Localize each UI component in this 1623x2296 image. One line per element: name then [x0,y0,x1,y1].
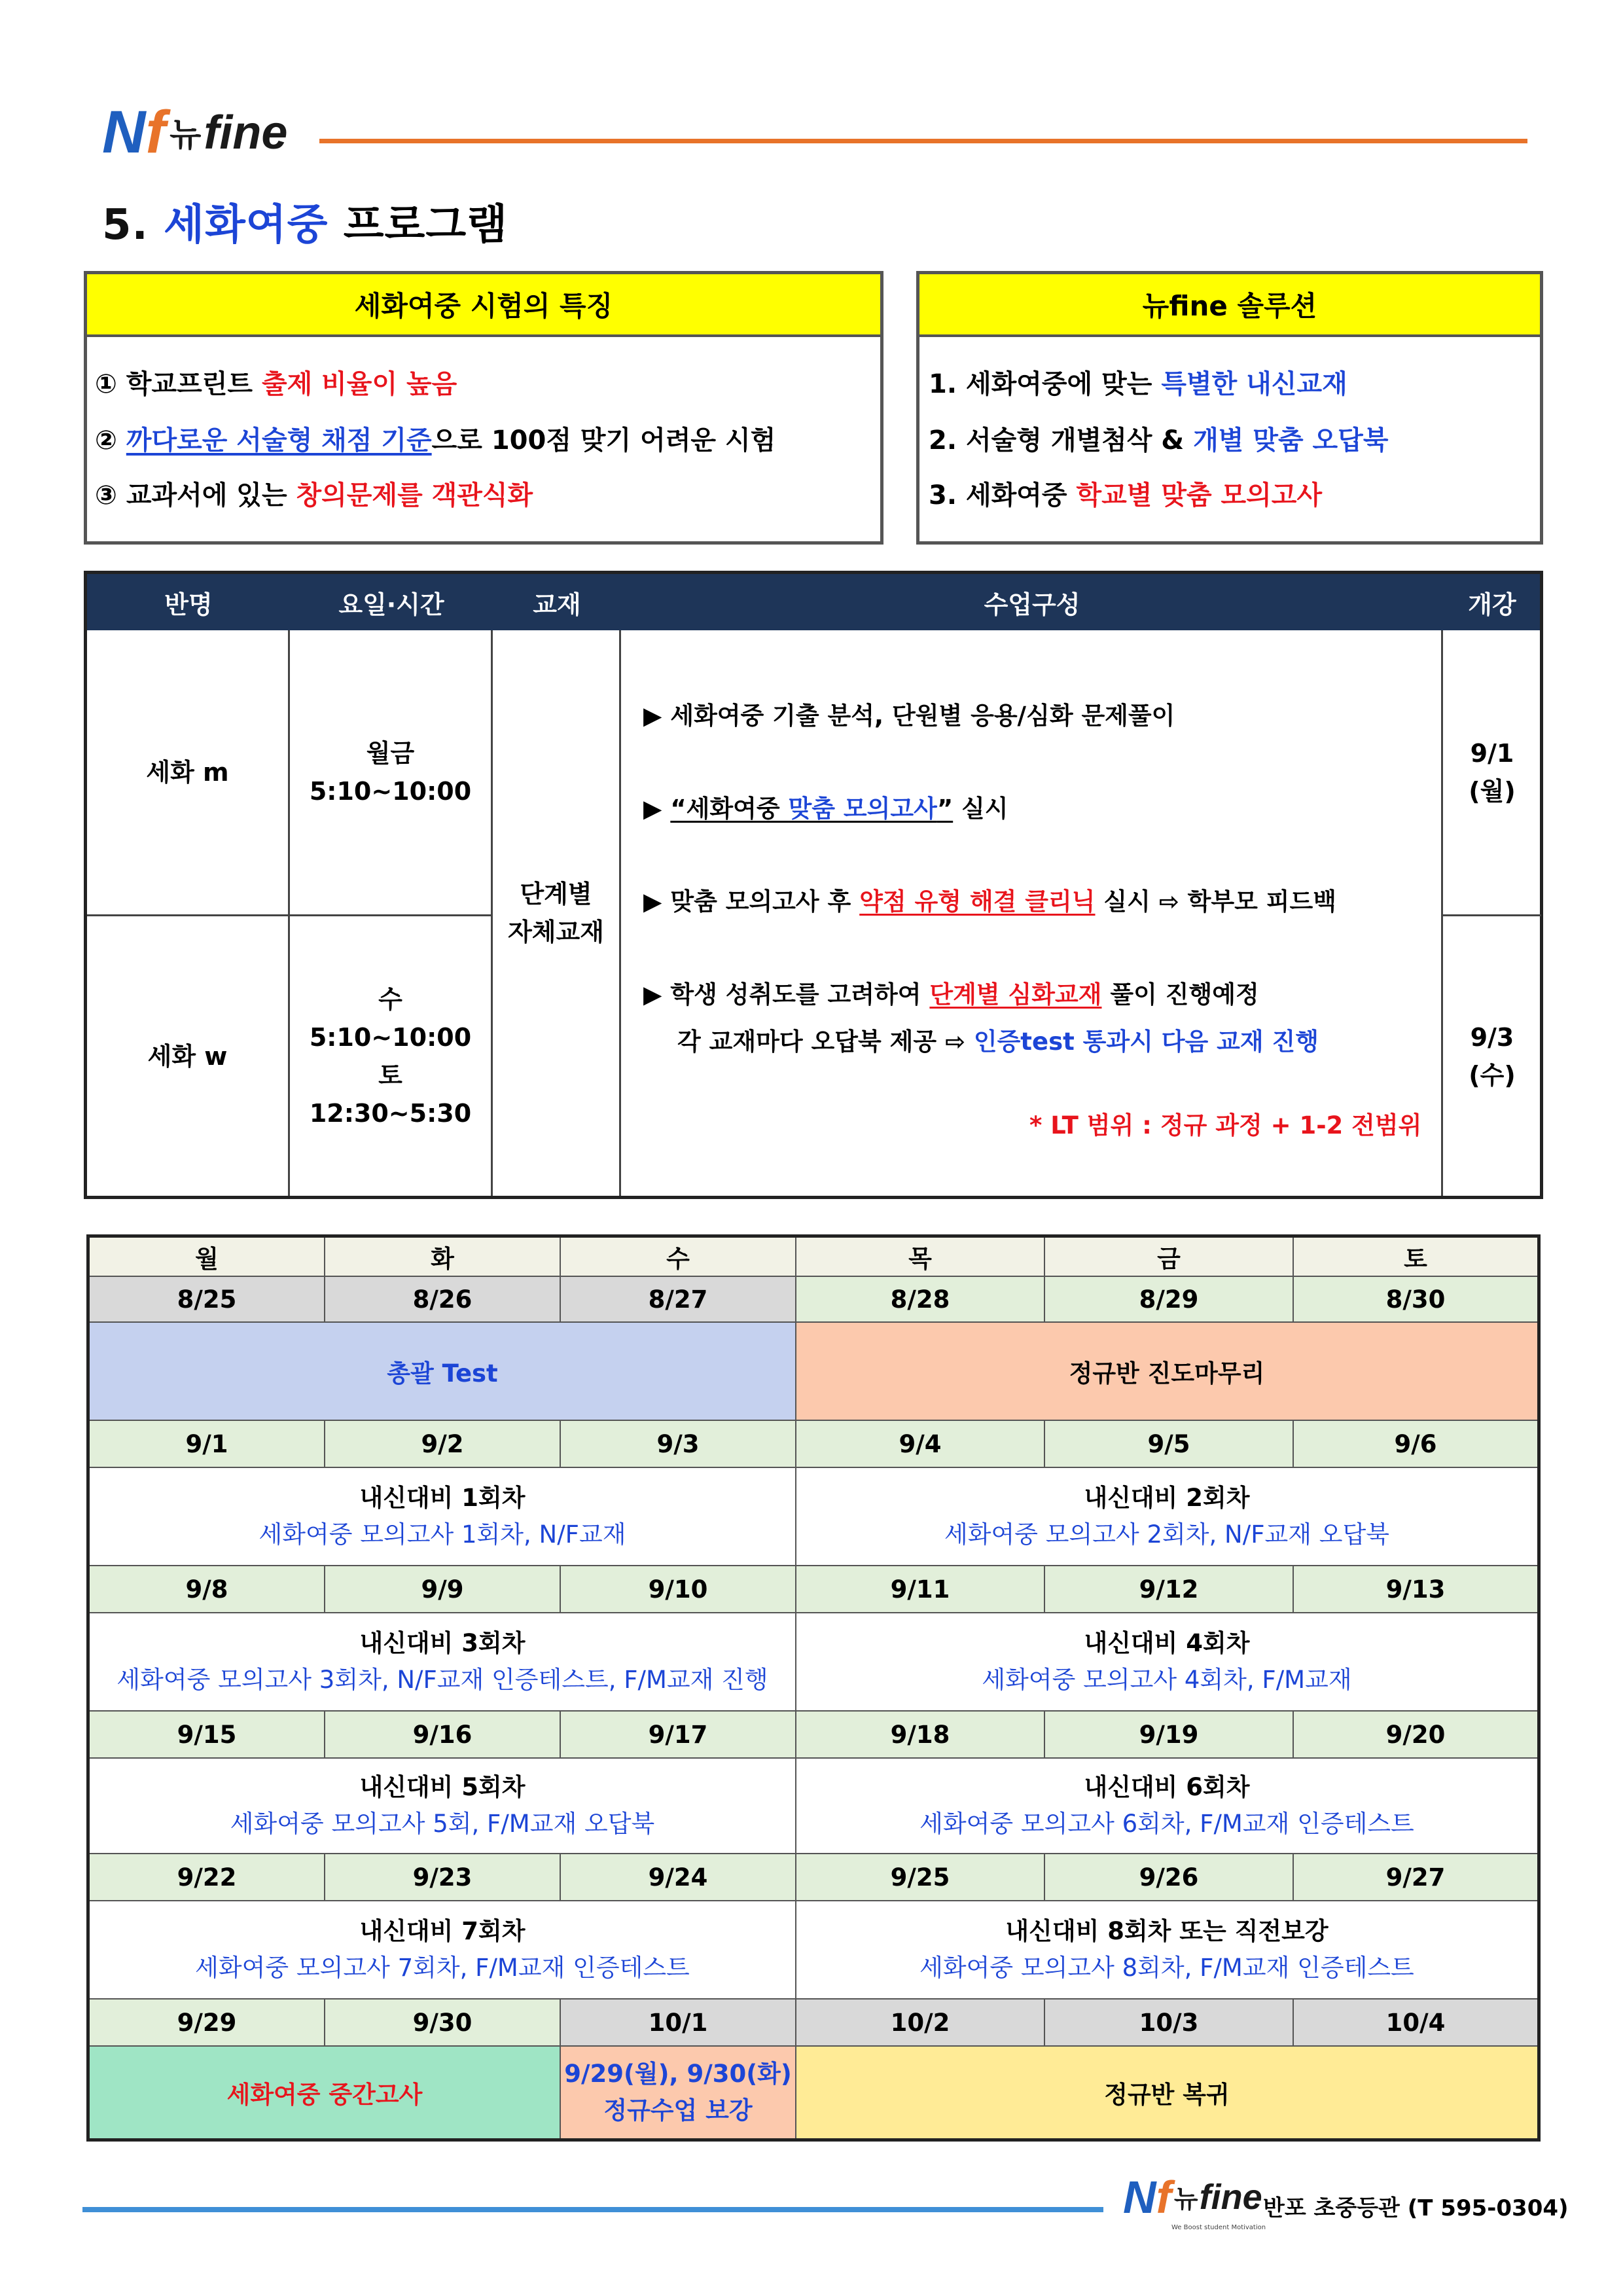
solutions-title: 뉴fine 솔루션 [919,274,1540,337]
class-table-header [87,574,1540,630]
date-cell: 8/30 [1294,1277,1537,1323]
class-time: 월금 5:10~10:00 [309,739,472,806]
day-header: 월 [90,1238,325,1277]
date-cell: 9/29 [90,2000,325,2047]
features-title: 세화여중 시험의 특징 [87,274,880,337]
brand-fine: fine [204,107,288,159]
event-session: 내신대비 3회차 세화여중 모의고사 3회차, N/F교재 인증테스트, F/M교재 진행 [90,1613,796,1712]
date-cell: 9/27 [1294,1854,1537,1901]
feature-item: ① 학교프린트 출제 비율이 높음 [95,369,457,399]
curriculum-emphasis: “세화여중 맞춤 모의고사” [670,795,954,823]
date-cell: 8/27 [561,1277,796,1323]
date-cell: 9/6 [1294,1421,1537,1468]
day-header: 금 [1045,1238,1294,1277]
event-makeup: 9/29(월), 9/30(화) 정규수업 보강 [561,2047,796,2138]
date-cell: 9/19 [1045,1712,1294,1759]
curriculum-line: ▶ 세화여중 기출 분석, 단원별 응용/심화 문제풀이 [643,702,1175,730]
date-cell: 9/10 [561,1566,796,1613]
date-cell: 10/3 [1045,2000,1294,2047]
class-table [84,571,1543,1199]
date-cell: 9/2 [325,1421,561,1468]
date-cell: 9/5 [1045,1421,1294,1468]
event-session: 내신대비 7회차 세화여중 모의고사 7회차, F/M교재 인증테스트 [90,1901,796,2000]
day-header: 토 [1294,1238,1537,1277]
date-cell: 9/26 [1045,1854,1294,1901]
date-cell: 9/25 [796,1854,1045,1901]
solution-item: 1. 세화여중에 맞는 특별한 내신교재 [929,369,1347,399]
date-cell: 9/4 [796,1421,1045,1468]
class-start: 9/3 (수) [1469,1022,1516,1090]
curriculum-line: ▶ 학생 성취도를 고려하여 단계별 심화교재 풀이 진행예정 [643,980,1259,1009]
day-header: 수 [561,1238,796,1277]
solutions-box [916,271,1543,545]
brand-tagline: We Boost student Motivation [1171,2224,1266,2231]
event-regular-finish: 정규반 진도마무리 [796,1323,1537,1421]
day-header: 목 [796,1238,1045,1277]
date-cell: 8/29 [1045,1277,1294,1323]
curriculum-line: ▶ 맞춤 모의고사 후 약점 유형 해결 클리닉 실시 ⇨ 학부모 피드백 [643,888,1336,916]
features-box [84,271,883,545]
schedule-calendar [86,1234,1541,2142]
event-return: 정규반 복귀 [796,2047,1537,2138]
class-start: 9/1 (월) [1469,739,1516,806]
header-book: 교재 [533,590,581,619]
date-cell: 9/22 [90,1854,325,1901]
class-time: 수 5:10~10:00 토 12:30~5:30 [309,984,472,1128]
feature-item: ③ 교과서에 있는 창의문제를 객관식화 [95,480,533,511]
brand-mark: Nf [1123,2172,1171,2223]
divider [619,630,621,1196]
solution-item: 3. 세화여중 학교별 맞춤 모의고사 [929,480,1323,511]
event-session: 내신대비 6회차 세화여중 모의고사 6회차, F/M교재 인증테스트 [796,1759,1537,1854]
date-cell: 9/17 [561,1712,796,1759]
date-cell: 9/18 [796,1712,1045,1759]
event-session: 내신대비 2회차 세화여중 모의고사 2회차, N/F교재 오답북 [796,1468,1537,1566]
header-rule [319,139,1527,143]
feature-item: ② 까다로운 서술형 채점 기준으로 100점 맞기 어려운 시험 [95,425,776,456]
date-cell: 8/26 [325,1277,561,1323]
header-curriculum: 수업구성 [984,590,1080,619]
date-cell: 9/13 [1294,1566,1537,1613]
brand-logo [102,99,288,166]
date-cell: 8/28 [796,1277,1045,1323]
date-cell: 9/20 [1294,1712,1537,1759]
header-time: 요일·시간 [338,590,444,619]
date-cell: 9/16 [325,1712,561,1759]
curriculum-line: ▶ “세화여중 맞춤 모의고사” 실시 [643,795,1008,823]
event-session: 내신대비 5회차 세화여중 모의고사 5회, F/M교재 오답북 [90,1759,796,1854]
event-midterm: 세화여중 중간고사 [90,2047,561,2138]
class-name: 세화 m [146,758,229,787]
brand-mark: Nf [102,99,166,166]
class-book: 단계별 자체교재 [508,880,604,946]
event-session: 내신대비 8회차 또는 직전보강 세화여중 모의고사 8회차, F/M교재 인증테스트 [796,1901,1537,2000]
date-cell: 9/12 [1045,1566,1294,1613]
date-cell: 10/4 [1294,2000,1537,2047]
footer-logo: Nf 뉴 fine [1123,2172,1262,2223]
branch-contact: 반포 초중등관 (T 595-0304) [1263,2195,1569,2221]
event-session: 내신대비 1회차 세화여중 모의고사 1회차, N/F교재 [90,1468,796,1566]
date-cell: 9/23 [325,1854,561,1901]
date-cell: 9/9 [325,1566,561,1613]
page-title: 5. 세화여중 프로그램 [102,201,508,249]
event-total-test: 총괄 Test [90,1323,796,1421]
date-cell: 9/30 [325,2000,561,2047]
footer-rule [82,2207,1103,2212]
header-start: 개강 [1468,590,1516,619]
day-header: 화 [325,1238,561,1277]
curriculum-note: * LT 범위 : 정규 과정 + 1-2 전범위 [1029,1111,1422,1139]
class-name: 세화 w [147,1041,228,1071]
header-class-name: 반명 [164,590,213,619]
date-cell: 9/15 [90,1712,325,1759]
date-cell: 9/11 [796,1566,1045,1613]
curriculum-line: 각 교재마다 오답북 제공 ⇨ 인증test 통과시 다음 교재 진행 [677,1028,1319,1056]
date-cell: 8/25 [90,1277,325,1323]
brand-kor: 뉴 [169,116,202,154]
date-cell: 9/1 [90,1421,325,1468]
solution-item: 2. 서술형 개별첨삭 & 개별 맞춤 오답북 [929,425,1389,456]
date-cell: 9/8 [90,1566,325,1613]
event-session: 내신대비 4회차 세화여중 모의고사 4회차, F/M교재 [796,1613,1537,1712]
date-cell: 10/2 [796,2000,1045,2047]
date-cell: 9/24 [561,1854,796,1901]
date-cell: 9/3 [561,1421,796,1468]
date-cell: 10/1 [561,2000,796,2047]
